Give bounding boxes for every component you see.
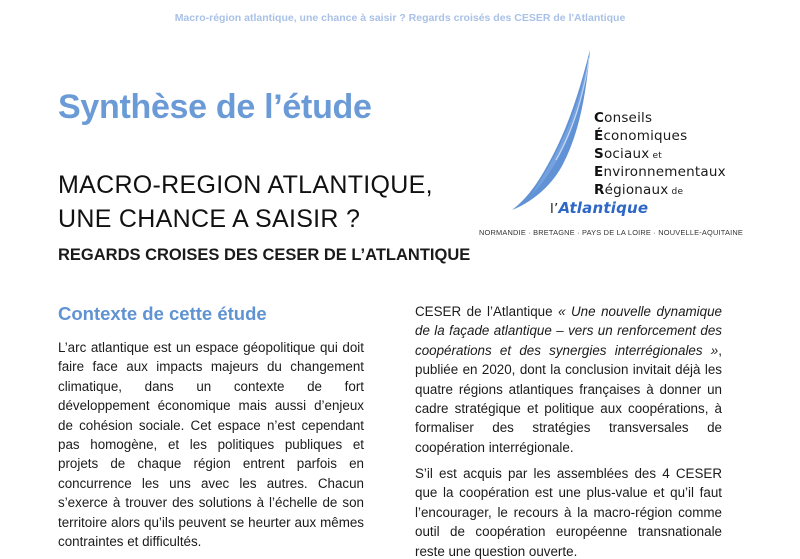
- subheadline: REGARDS CROISES DES CESER DE L’ATLANTIQUE: [58, 246, 471, 264]
- logo-regions: NORMANDIE · BRETAGNE · PAYS DE LA LOIRE · NOUVELLE-AQUITAINE: [479, 228, 744, 237]
- page-title: Synthèse de l’étude: [58, 88, 372, 126]
- ceser-logo: [479, 48, 750, 248]
- study-title-citation: « Une nouvelle dynamique de la façade atlantique – vers un renforcement des coopérations et des synergies interrégionales »: [415, 304, 722, 358]
- logo-line-5: Régionaux de: [594, 182, 684, 198]
- logo-line-4: Environnementaux: [594, 164, 726, 180]
- brush-stroke-icon: [510, 48, 600, 218]
- logo-line-2: Économiques: [594, 128, 688, 144]
- logo-line-6: l’Atlantique: [550, 199, 649, 217]
- paragraph-right-2: S’il est acquis par les assemblées des 4 CESER que la coopération est une plus-value et qu’il faut l’encourager, le recours à la macro-région comme outil de coopération européenne transnationale reste une question ouverte.: [415, 466, 722, 559]
- logo-line-1: Conseils: [594, 110, 653, 126]
- running-header: Macro-région atlantique, une chance à saisir ? Regards croisés des CESER de l'Atlantique: [174, 12, 626, 24]
- headline-line-1: MACRO-REGION ATLANTIQUE,: [58, 171, 433, 199]
- paragraph-right-1: CESER de l’Atlantique « Une nouvelle dynamique de la façade atlantique – vers un renforcement des coopérations et des synergies interrégionales », publiée en 2020, dont la conclusion invitait déjà les quatre régions atlantiques françaises à donner un cadre stratégique et politique aux coopérations, à formaliser des stratégies transversales de coopération interrégionale.: [415, 304, 722, 455]
- logo-line-3: Sociaux et: [594, 146, 662, 162]
- section-heading: Contexte de cette étude: [58, 303, 267, 324]
- paragraph-left: L’arc atlantique est un espace géopolitique qui doit faire face aux impacts majeurs du changement climatique, dans un contexte de fort développement économique mais aussi d’enjeux de cohésion sociale. Cet espace n’est cependant pas homogène, et les politiques publiques et projets de chaque région entrent parfois en concurrence les uns avec les autres. Chacun s’exerce à trouver des solutions à l’échelle de son territoire alors qu’ils peuvent se heurter aux mêmes contraintes et difficultés.: [58, 340, 364, 550]
- headline-line-2: UNE CHANCE A SAISIR ?: [58, 205, 361, 233]
